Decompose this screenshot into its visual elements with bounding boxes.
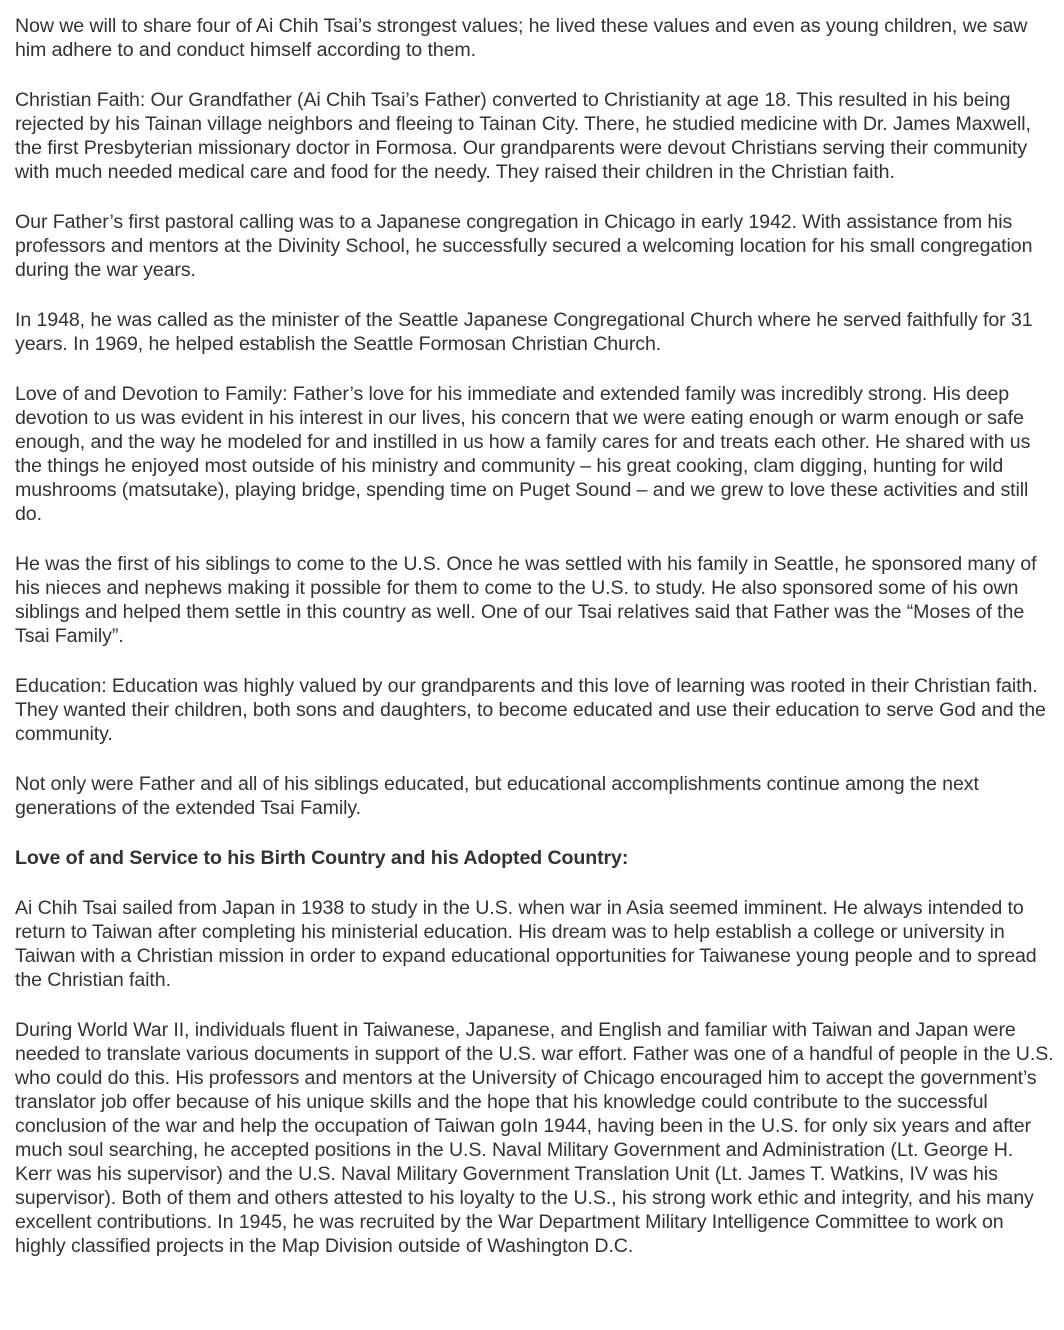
paragraph-siblings: He was the first of his siblings to come to the U.S. Once he was settled with his family in Seattle, he sponsored many of his nieces and nephews making it possible for them to come to the U.S. to study. He also sponsored some of his own siblings and helped them settle in this country as well. One of our Tsai relatives said that Father was the “Moses of the Tsai Family”. [15,553,1037,647]
paragraph-education: Education: Education was highly valued by our grandparents and this love of learning was rooted in their Christian faith. They wanted their children, both sons and daughters, to become educated and use their education to serve God and the community. [15,675,1046,745]
section-heading-service: Love of and Service to his Birth Country and his Adopted Country: [15,847,629,869]
document-body [15,14,1055,1284]
paragraph-world-war-ii: During World War II, individuals fluent in Taiwanese, Japanese, and English and familiar with Taiwan and Japan were needed to translate various documents in support of the U.S. war effort. Father was one of a handful of people in the U.S. who could do this. His professors and mentors at the University of Chicago encouraged him to accept the government’s translator job offer because of his unique skills and the hope that his knowledge could contribute to the successful conclusion of the war and help the occupation of Taiwan goIn 1944, having been in the U.S. for only six years and after much soul searching, he accepted positions in the U.S. Naval Military Government and Administration (Lt. George H. Kerr was his supervisor) and the U.S. Naval Military Government Translation Unit (Lt. James T. Watkins, IV was his supervisor). Both of them and others attested to his loyalty to the U.S., his strong work ethic and integrity, and his many excellent contributions. In 1945, he was recruited by the War Department Military Intelligence Committee to work on highly classified projects in the Map Division outside of Washington D.C. [15,1019,1054,1257]
paragraph-christian-faith: Christian Faith: Our Grandfather (Ai Chih Tsai’s Father) converted to Christianity at age 18. This resulted in his being rejected by his Tainan village neighbors and fleeing to Tainan City. There, he studied medicine with Dr. James Maxwell, the first Presbyterian missionary doctor in Formosa. Our grandparents were devout Christians serving their community with much needed medical care and food for the needy. They raised their children in the Christian faith. [15,89,1031,183]
paragraph-intro: Now we will to share four of Ai Chih Tsai’s strongest values; he lived these values and even as young children, we saw him adhere to and conduct himself according to them. [15,15,1028,61]
paragraph-seattle-ministry: In 1948, he was called as the minister of the Seattle Japanese Congregational Church where he served faithfully for 31 years. In 1969, he helped establish the Seattle Formosan Christian Church. [15,309,1033,355]
paragraph-generations: Not only were Father and all of his siblings educated, but educational accomplishments continue among the next generations of the extended Tsai Family. [15,773,979,819]
paragraph-devotion-to-family: Love of and Devotion to Family: Father’s love for his immediate and extended family was incredibly strong. His deep devotion to us was evident in his interest in our lives, his concern that we were eating enough or warm enough or safe enough, and the way he modeled for and instilled in us how a family cares for and treats each other. He shared with us the things he enjoyed most outside of his ministry and community – his great cooking, clam digging, hunting for wild mushrooms (matsutake), playing bridge, spending time on Puget Sound – and we grew to love these activities and still do. [15,383,1031,525]
paragraph-pastoral-calling: Our Father’s first pastoral calling was to a Japanese congregation in Chicago in early 1942. With assistance from his professors and mentors at the Divinity School, he successfully secured a welcoming location for his small congregation during the war years. [15,211,1033,281]
paragraph-sailed-from-japan: Ai Chih Tsai sailed from Japan in 1938 to study in the U.S. when war in Asia seemed imminent. He always intended to return to Taiwan after completing his ministerial education. His dream was to help establish a college or university in Taiwan with a Christian mission in order to expand educational opportunities for Taiwanese young people and to spread the Christian faith. [15,897,1037,991]
